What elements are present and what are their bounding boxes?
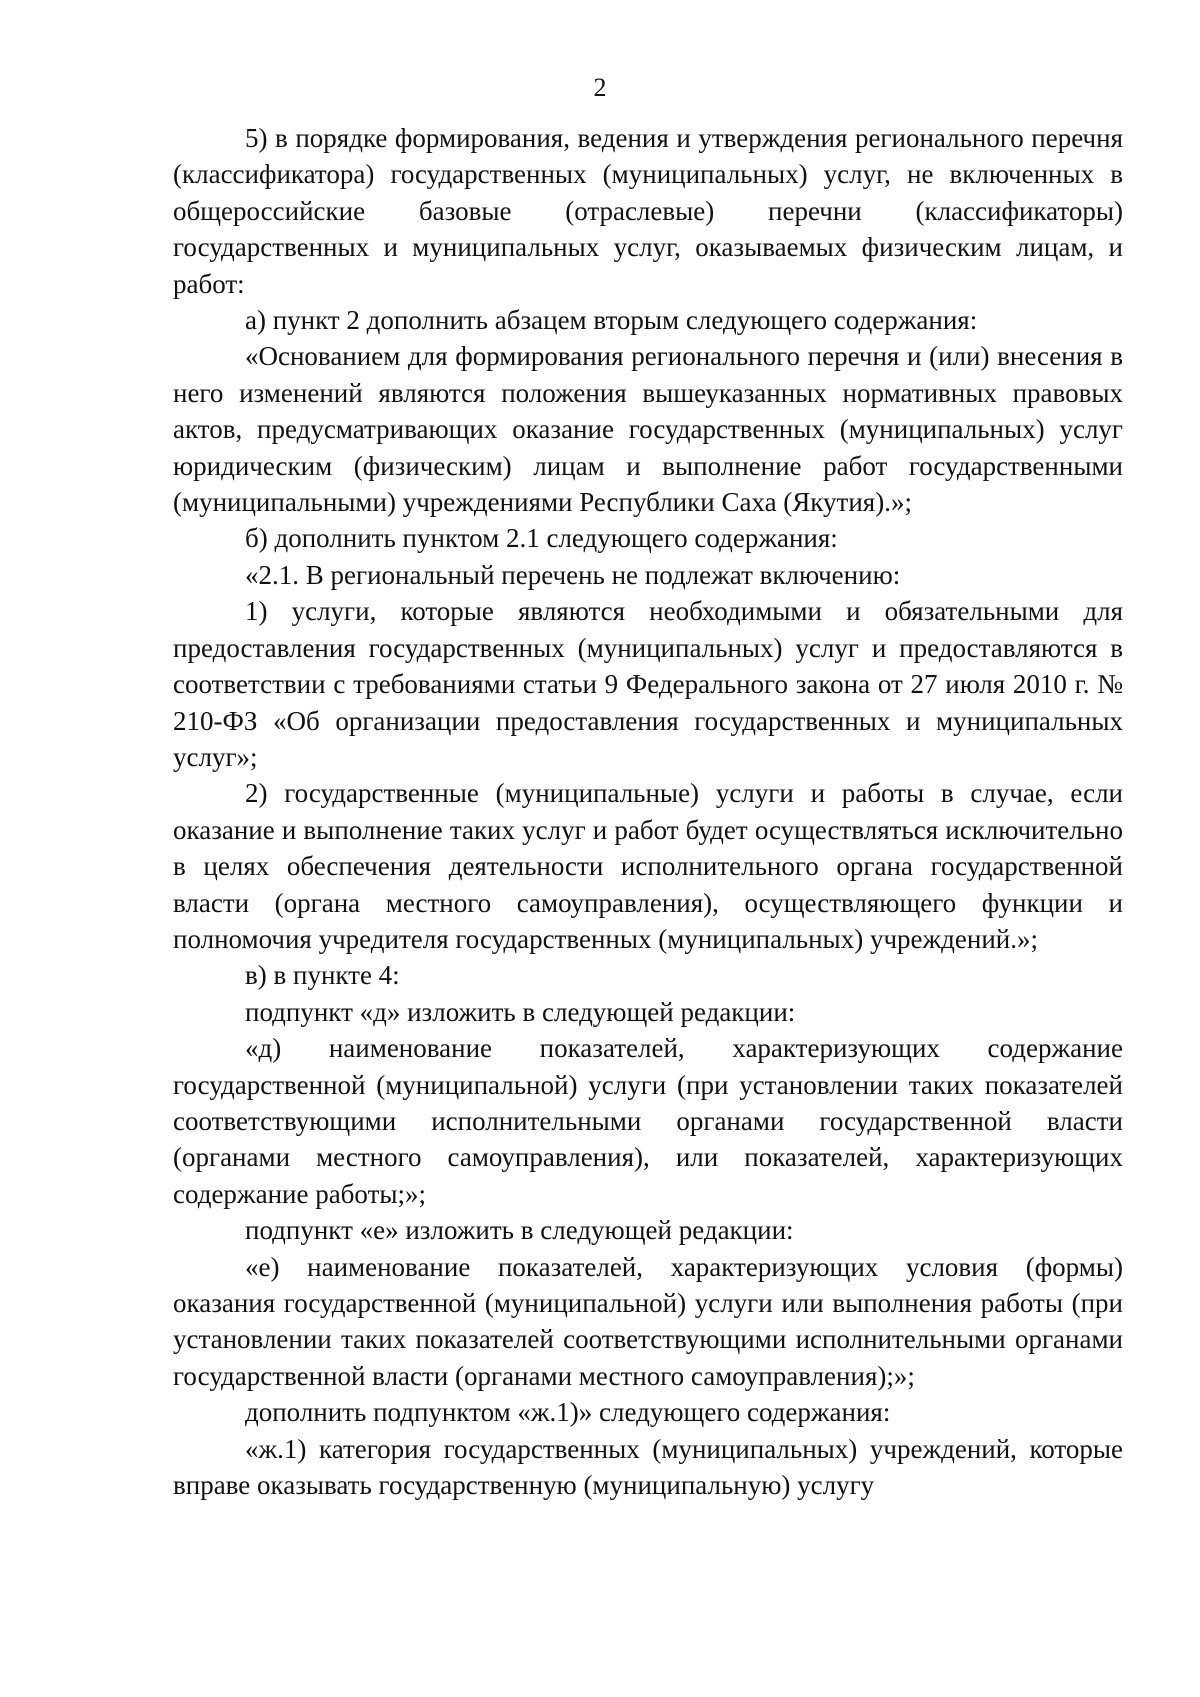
paragraph: 5) в порядке формирования, ведения и утверждения регионального перечня (классификатора) государственных (муниципальных) услуг, не включенных в общероссийские базовые (отраслевые) перечни (классификаторы) государственных и муниципальных услуг, оказываемых физическим лицам, и работ: <box>173 123 1123 299</box>
paragraph: подпункт «д» изложить в следующей редакции: <box>245 996 796 1027</box>
paragraph: «д) наименование показателей, характеризующих содержание государственной (муниципальной) услуги (при установлении таких показателей соответствующими исполнительными органами государственной власти (органами местного самоуправления), или показателей, характеризующих содержание работы;»; <box>173 1033 1123 1209</box>
paragraph: «е) наименование показателей, характеризующих условия (формы) оказания государственной (муниципальной) услуги или выполнения работы (при установлении таких показателей соответствующими исполнительными органами государственной власти (органами местного самоуправления);»; <box>173 1251 1123 1391</box>
document-body <box>173 120 1123 1503</box>
paragraph: «2.1. В региональный перечень не подлежат включению: <box>245 559 901 590</box>
paragraph: «ж.1) категория государственных (муниципальных) учреждений, которые вправе оказывать государственную (муниципальную) услугу <box>173 1433 1123 1501</box>
paragraph: дополнить подпунктом «ж.1)» следующего содержания: <box>245 1397 891 1428</box>
paragraph: в) в пункте 4: <box>245 960 400 991</box>
page-number: 2 <box>593 73 607 102</box>
paragraph: 2) государственные (муниципальные) услуги и работы в случае, если оказание и выполнение таких услуг и работ будет осуществляться исключительно в целях обеспечения деятельности исполнительного органа государственной власти (органа местного самоуправления), осуществляющего функции и полномочия учредителя государственных (муниципальных) учреждений.»; <box>173 778 1123 954</box>
paragraph: «Основанием для формирования регионального перечня и (или) внесения в него изменений являются положения вышеуказанных нормативных правовых актов, предусматривающих оказание государственных (муниципальных) услуг юридическим (физическим) лицам и выполнение работ государственными (муниципальными) учреждениями Республики Саха (Якутия).»; <box>173 341 1123 518</box>
paragraph: б) дополнить пунктом 2.1 следующего содержания: <box>245 523 838 554</box>
paragraph: 1) услуги, которые являются необходимыми и обязательными для предоставления государственных (муниципальных) услуг и предоставляются в соответствии с требованиями статьи 9 Федерального закона от 27 июля 2010 г. № 210-ФЗ «Об организации предоставления государственных и муниципальных услуг»; <box>173 596 1123 772</box>
paragraph: а) пункт 2 дополнить абзацем вторым следующего содержания: <box>245 305 978 336</box>
paragraph: подпункт «е» изложить в следующей редакции: <box>245 1215 794 1246</box>
